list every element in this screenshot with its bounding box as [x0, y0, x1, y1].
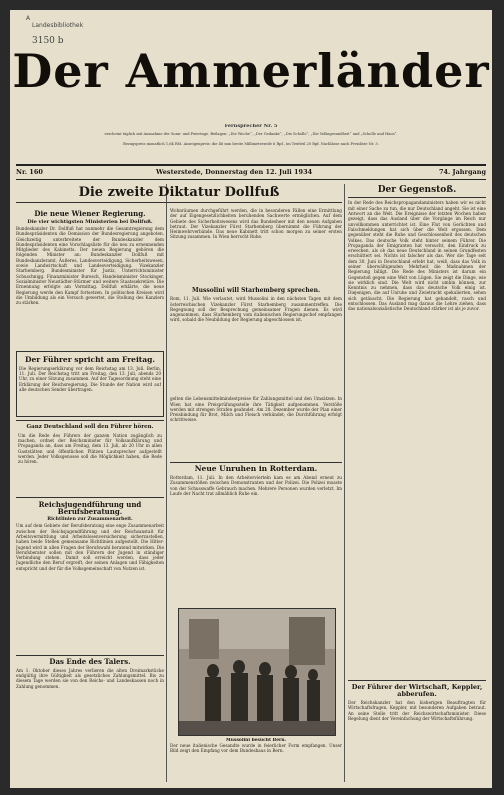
- all-germany-headline: Ganz Deutschland soll den Führer hören.: [26, 423, 154, 430]
- youth-subhead: Richtlinien zur Zusammenarbeit.: [47, 517, 133, 523]
- taler-body: Am 1. Oktober dieses Jahres verlieren die alten Dreimarkstücke endgültig ihre Gültigkeit als gesetzliches Zahlungsmittel. Bis zu diesem Tage werden sie von den Reichs- und Landeskassen noch in Zahlung genommen.: [16, 667, 164, 689]
- youth-headline: Reichsjugendführung und Berufsberatung.: [38, 499, 142, 516]
- library-stamp: Landesbibliothek: [32, 22, 84, 29]
- dollfuss-subhead2: Die vier wichtigsten Ministerien bei Dollfuß.: [27, 219, 153, 225]
- info-line: erscheint täglich mit Ausnahme der Sonn- und Feiertage. Beilagen: „Die Woche“, „Der Gedanke“, „Die Scholle“, „Die Volksgesundheit“ und „Scholle und Haus“.: [104, 132, 398, 136]
- mussolini-headline: Mussolini will Starhemberg sprechen.: [191, 287, 321, 294]
- youth-body: Um auf dem Gebiete der Berufsberatung eine enge Zusammenarbeit zwischen der Reichsjugendführung und der Reichsanstalt für Arbeitsvermittlung und Arbeitslosenversicherung sicherzustellen, haben beide Stellen gemeinsame Richtlinien aufgestellt. Die Hitler-Jugend wird in allen Fragen der Berufswahl beratend mitwirken. Die Berufsberater sollen mit den Führern der Jugend in ständiger Verbindung stehen. Damit soll erreicht werden, dass jeder Jugendliche den Beruf ergreift, der seinen Anlagen und Fähigkeiten entspricht und der für die Volksgemeinschaft von Nutzen ist.: [16, 523, 164, 571]
- price-line: Bezugspreis monatlich 1,64 RM. Anzeigenpreis: die 46 mm breite Millimeterzeile 6 Rpf., im Textteil 20 Rpf. Nachlässe nach Preisliste Nr. 3.: [123, 142, 379, 146]
- rotterdam-body: Rotterdam, 11. Juli. In den Arbeitervierteln kam es am Abend erneut zu Zusammenstößen zwischen Demonstranten und der Polizei. Die Polizei musste von der Schusswaffe Gebrauch machen. Mehrere Personen wurden verletzt. Im Laufe der Nacht trat allmählich Ruhe ein.: [170, 475, 342, 497]
- taler-headline: Das Ende des Talers.: [16, 655, 164, 665]
- corner-mark: A: [26, 15, 31, 22]
- all-germany-box: [16, 420, 164, 498]
- fuehrer-friday-headline: Der Führer spricht am Freitag.: [25, 355, 155, 364]
- issue-number: Nr. 160: [16, 168, 43, 176]
- dateline: [16, 168, 486, 178]
- keppler-headline: Der Führer der Wirtschaft, Keppler, abberufen.: [348, 680, 486, 698]
- column-divider: [344, 184, 345, 782]
- gegenstoss-headline: Der Gegenstoß.: [348, 186, 486, 198]
- lead-headline: Die zweite Diktatur Dollfuß: [16, 186, 342, 203]
- keppler-body: Der Reichskanzler hat den bisherigen Beauftragten für Wirtschaftsfragen, Keppler, mit besonderen Aufgaben betraut. An seine Stelle tritt der Reichswirtschaftsminister. Diese Regelung dient der Vereinfachung der Wirtschaftsführung.: [348, 700, 486, 721]
- dollfuss-body: Bundeskanzler Dr. Dollfuß hat nunmehr die Gesamtregierung dem Bundespräsidenten die Demission der Bundesregierung angeboten. Gleichzeitig unterbreitete der Bundeskanzler dem Bundespräsidenten eine Vorschlagsliste für die neu zu ernennenden Mitglieder des Kabinetts. Der neuen Regierung gehören die folgenden Minister an: Bundeskanzler Dollfuß mit Bundeskanzleramt, Äußeres, Landesverteidigung, Sicherheitswesen, sowie Landwirtschaft und Landesverteidigung. Vizekanzler Starhemberg. Bundesminister für Justiz, Unterrichtsminister Schuschnigg. Finanzminister Buresch, Handelsminister Stockinger, Sozialminister Neustädter-Stürmer und weitere Staatssekretäre. Die Ernennung erfolgte am Vormittag. Dollfuß erklärte, die neue Regierung werde den Kampf fortsetzen. In politischen Kreisen wird die Umbildung als ein Versuch gewertet, die Stellung des Kanzlers zu stärken.: [16, 226, 164, 306]
- mussolini-body: Rom, 11. Juli. Wie verlautet, wird Mussolini in den nächsten Tagen mit dem österreichischen Vizekanzler Fürst Starhemberg zusammentreffen. Die Begegnung soll der Besprechung gemeinsamer Fragen dienen. Es wird angenommen, dass Starhemberg vom italienischen Regierungschef empfangen wird, sobald die Neubildung der Regierung abgeschlossen ist.: [170, 296, 342, 323]
- photo-image: [179, 609, 335, 735]
- archive-number: 3150 b: [32, 36, 64, 46]
- middle-top-body: Wohnräumen durchgeführt werden, die in besonderen Fällen eine Ermittlung der auf Eigengesetzlichkeiten beruhenden Sachwerte ermöglichen. Auf dem Gebiete des Sicherheitswesens wird das Bundesheer mit den neuen Aufgaben betraut. Der Vizekanzler Fürst Starhemberg übernimmt die Führung der Heimwehrverbände. Das neue Kabinett tritt schon morgen zu seiner ersten Sitzung zusammen. In Wien herrscht Ruhe.: [170, 208, 342, 240]
- newspaper-title: Der Ammerländer: [12, 44, 490, 98]
- all-germany-body: Um die Rede des Führers der ganzen Nation zugänglich zu machen, ordnet der Reichsminister für Volksaufklärung und Propaganda an, dass am Freitag, dem 13. Juli, ab 20 Uhr in allen Gaststätten und öffentlichen Plätzen Lautsprecher aufgestellt werden. Jeder Volksgenosse soll die Möglichkeit haben, die Rede zu hören.: [18, 432, 162, 465]
- left-column: [16, 208, 164, 782]
- column-divider: [166, 184, 167, 782]
- photo-caption: Mussolini besucht Bern.: [225, 738, 287, 743]
- volume-year: 74. Jahrgang: [438, 168, 486, 176]
- dollfuss-subhead: Die neue Wiener Regierung.: [34, 209, 146, 218]
- rotterdam-headline: Neue Unruhen in Rotterdam.: [170, 462, 342, 473]
- fuehrer-friday-box: [16, 351, 164, 417]
- right-column: [348, 184, 486, 782]
- news-photo: [178, 608, 336, 736]
- photo-body: Der neue italienische Gesandte wurde in feierlicher Form empfangen. Unser Bild zeigt den Empfang vor dem Bundeshaus in Bern.: [170, 743, 342, 754]
- photo-caption-box: [170, 738, 342, 782]
- prices-body: gelten die Lebensmittelmindestpreise für Zahlungsmittel und den Umsätzen. In Wien hat eine Preisprüfungsstelle ihre Tätigkeit aufgenommen. Verstöße werden mit strengen Strafen geahndet. Am 28. Dezember wurde der Plan einer Preisbindung für Brot, Milch und Fleisch verkündet; die Durchführung erfolgt schrittweise.: [170, 396, 342, 423]
- lead-headline-box: [16, 184, 342, 206]
- bottom-rule: [16, 179, 486, 180]
- top-rule: [16, 164, 486, 166]
- phone-line: Fernsprecher Nr. 5: [224, 124, 278, 128]
- fuehrer-friday-body: Die Regierungserklärung vor dem Reichstag am 13. Juli. Berlin, 11. Juli. Der Reichstag tritt am Freitag, den 13. Juli, abends 20 Uhr, zu einer Sitzung zusammen. Auf der Tagesordnung steht eine Erklärung der Reichsregierung. Die Stunde der Nation wird auf alle deutschen Sender übertragen.: [19, 365, 161, 393]
- place-date: Westerstede, Donnerstag den 12. Juli 1934: [156, 168, 313, 176]
- newspaper-page: [10, 10, 492, 788]
- gegenstoss-body: In der Rede des Reichspropagandaministers haben wir es nicht mit einer Sache zu tun, die nur Deutschland angeht. Sie ist eine Antwort an die Welt. Die Ereignisse der letzten Wochen haben gezeigt, dass das Ausland über die Vorgänge im Reich nur unvollkommen unterrichtet ist. Eine Flut von Gerüchten und Falschmeldungen hat sich über die Welt ergossen. Dem gegenüber steht die Ruhe und Geschlossenheit des deutschen Volkes. Das deutsche Volk steht hinter seinem Führer. Die Propaganda der Emigranten hat versucht, den Eindruck zu erwecken, als ob das neue Deutschland in seinen Grundfesten erschüttert sei. Nichts ist falscher als das. Wer die Tage seit dem 30. Juni in Deutschland erlebt hat, weiß, dass das Volk in seiner überwältigenden Mehrheit die Maßnahmen der Regierung billigt. Die Rede des Ministers ist darum ein Gegenstoß gegen eine Welt von Lügen. Sie zeigt die Dinge, wie sie wirklich sind. Die Welt wird nicht umhin können, zur Kenntnis zu nehmen, dass das deutsche Volk einig ist. Diejenigen, die auf Unruhe und Zwietracht spekulierten, sehen sich getäuscht. Die Regierung hat gehandelt, rasch und entschlossen. Das Ausland mag daraus die Lehre ziehen, dass das nationalsozialistische Deutschland stärker ist als je zuvor.: [348, 200, 486, 312]
